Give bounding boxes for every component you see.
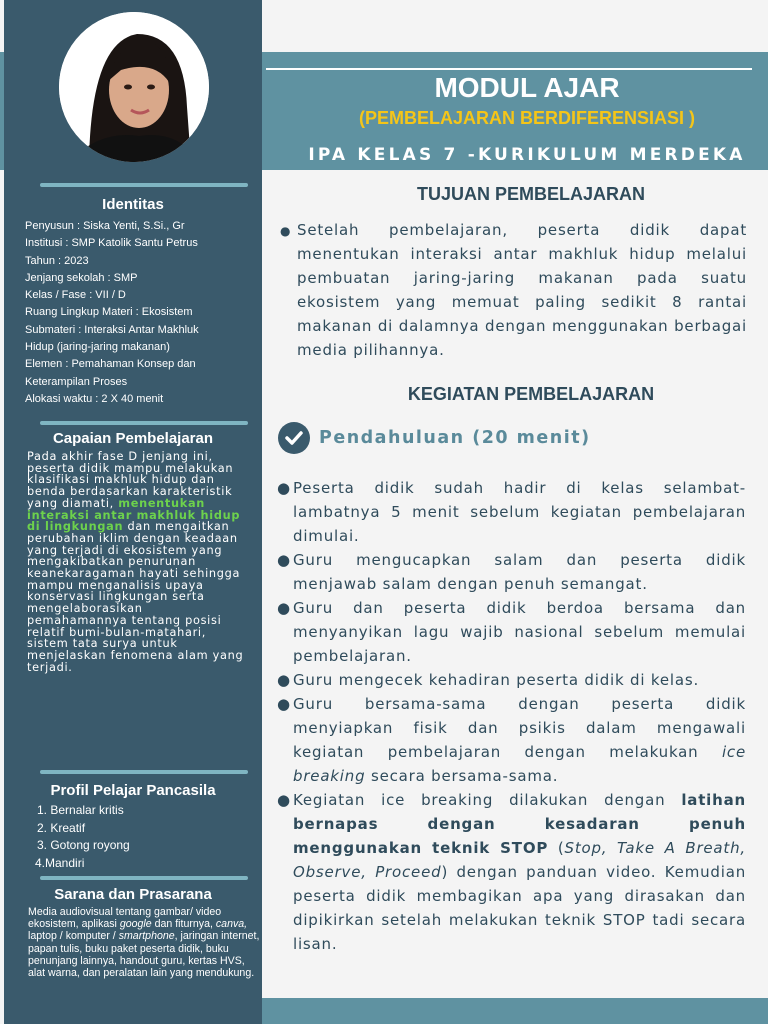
sarana-part: Media audiovisual tentang gambar/ video ekosistem, aplikasi <box>28 906 222 931</box>
bullet: ● <box>277 671 291 689</box>
kegiatan-title: KEGIATAN PEMBELAJARAN <box>407 384 655 404</box>
main-content <box>270 172 760 976</box>
sarana-title: Sarana dan Prasarana <box>54 886 212 903</box>
profil-item: 3. Gotong royong <box>37 838 130 852</box>
check-icon <box>278 422 310 454</box>
identitas-row: Penyusun : Siska Yenti, S.Si., Gr <box>25 220 185 232</box>
bottom-band <box>262 998 768 1024</box>
activity-item <box>277 476 746 548</box>
identitas-row: Ruang Lingkup Materi : Ekosistem <box>25 306 193 319</box>
bullet: ● <box>277 791 291 809</box>
identitas-row: Elemen : Pemahaman Konsep dan <box>25 358 196 371</box>
divider <box>40 421 248 425</box>
identitas-title: Identitas <box>102 196 164 213</box>
header-rule <box>266 68 752 70</box>
capaian-text-part: Pada akhir fase D jenjang ini, peserta didik mampu melakukan klasifikasi makhluk hidup dan benda berdasarkan karakteristik yang diamati, <box>27 450 234 510</box>
divider <box>40 183 248 187</box>
activity-item <box>277 788 746 956</box>
sarana-em: smartphone <box>118 930 175 943</box>
profil-item: 1. Bernalar kritis <box>37 803 124 817</box>
divider <box>40 770 248 774</box>
activity-text: ) dengan panduan video. Kemudian peserta didik membagikan apa yang dirasakan dan dipikirkan setelah melakukan teknik STOP tadi secara lisan. <box>293 863 746 953</box>
profil-item: 4.Mandiri <box>35 855 85 870</box>
identitas-row: Tahun : 2023 <box>25 254 89 267</box>
identitas-list <box>25 218 250 408</box>
activity-em: ice breaking <box>293 743 746 785</box>
author-photo <box>59 12 209 162</box>
page-subtitle: (PEMBELAJARAN BERDIFERENSIASI ) <box>358 108 696 128</box>
sarana-part: laptop / komputer / <box>28 930 119 943</box>
identitas-row: Submateri : Interaksi Antar Makhluk <box>25 323 199 336</box>
capaian-title: Capaian Pembelajaran <box>52 430 214 447</box>
activity-item <box>277 692 746 788</box>
bullet: ● <box>277 695 291 713</box>
bullet: ● <box>280 224 291 238</box>
activity-strong: latihan bernapas dengan kesadaran penuh menggunakan teknik STOP <box>293 791 746 857</box>
activity-text: secara bersama-sama. <box>365 767 559 785</box>
identitas-row: Alokasi waktu : 2 X 40 menit <box>25 392 164 405</box>
profil-list <box>37 802 130 872</box>
activity-text: Guru mengucapkan salam dan peserta didik menjawab salam dengan penuh semangat. <box>293 551 746 593</box>
activities-list <box>277 476 746 956</box>
tujuan-title: TUJUAN PEMBELAJARAN <box>416 184 645 204</box>
sarana-part: dan fiturnya, <box>151 918 216 931</box>
profil-title: Profil Pelajar Pancasila <box>50 782 216 799</box>
identitas-row: Kelas / Fase : VII / D <box>25 289 126 302</box>
identitas-row: Keterampilan Proses <box>25 375 128 388</box>
activity-item <box>277 548 746 596</box>
divider <box>40 876 248 880</box>
sidebar <box>4 0 262 1024</box>
header-top-space <box>270 0 760 50</box>
activity-item <box>277 668 746 692</box>
activity-text: Kegiatan ice breaking dilakukan dengan <box>293 791 682 809</box>
sarana-part: , jaringan internet, papan tulis, buku paket peserta didik, buku penunjang lainnya, handout guru, kertas HVS, alat warna, dan peralatan lain yang mendukung. <box>28 930 260 980</box>
activity-text: Guru dan peserta didik berdoa bersama dan menyanyikan lagu wajib nasional sebelum memulai pembelajaran. <box>293 599 746 665</box>
bullet: ● <box>277 479 291 497</box>
identitas-row: Jenjang sekolah : SMP <box>25 271 138 284</box>
activity-text: Guru mengecek kehadiran peserta didik di kelas. <box>293 671 700 689</box>
sarana-text <box>28 906 264 979</box>
identitas-row: Hidup (jaring-jaring makanan) <box>25 341 170 354</box>
activity-em: Stop, Take A Breath, Observe, Proceed <box>293 839 746 881</box>
capaian-text-part: dan mengaitkan perubahan iklim dengan keadaan yang terjadi di ekosistem yang mengakibatkan penurunan keanekaragaman hayati sehingga mampu menganalisis upaya konservasi lingkungan serta mengelaborasikan pemahamannya tentang posisi relatif bumi-bulan-matahari, sistem tata surya untuk menjelaskan fenomena alam yang terjadi. <box>27 520 244 674</box>
capaian-highlight: menentukan interaksi antar makhluk hidup di lingkungan <box>27 496 241 534</box>
portrait-illustration <box>59 12 209 162</box>
tujuan-text: Setelah pembelajaran, peserta didik dapat menentukan interaksi antar makhluk hidup melalui pembuatan jaring-jaring makanan pada suatu ekosistem yang memuat paling sedikit 8 rantai makanan di dalamnya dengan menggunakan berbagai media pilihannya. <box>297 221 747 359</box>
activity-text: Guru bersama-sama dengan peserta didik menyiapkan fisik dan psikis dalam mengawali kegiatan pembelajaran dengan melakukan <box>293 695 746 761</box>
class-line: IPA KELAS 7 -KURIKULUM MERDEKA <box>308 145 746 165</box>
capaian-text <box>27 451 244 673</box>
profil-item: 2. Kreatif <box>37 820 86 835</box>
header <box>262 52 768 170</box>
sarana-em: google <box>119 918 152 931</box>
activity-text: Peserta didik sudah hadir di kelas selambat-lambatnya 5 menit sebelum kegiatan pembelajaran dimulai. <box>293 479 746 545</box>
pendahuluan-title: Pendahuluan (20 menit) <box>319 428 591 448</box>
identitas-row: Institusi : SMP Katolik Santu Petrus <box>25 237 198 250</box>
activity-item <box>277 596 746 668</box>
sarana-em: canva, <box>215 918 248 931</box>
page-title: MODUL AJAR <box>434 72 620 103</box>
activity-text: ( <box>548 839 565 857</box>
bullet: ● <box>277 551 291 569</box>
bullet: ● <box>277 599 291 617</box>
